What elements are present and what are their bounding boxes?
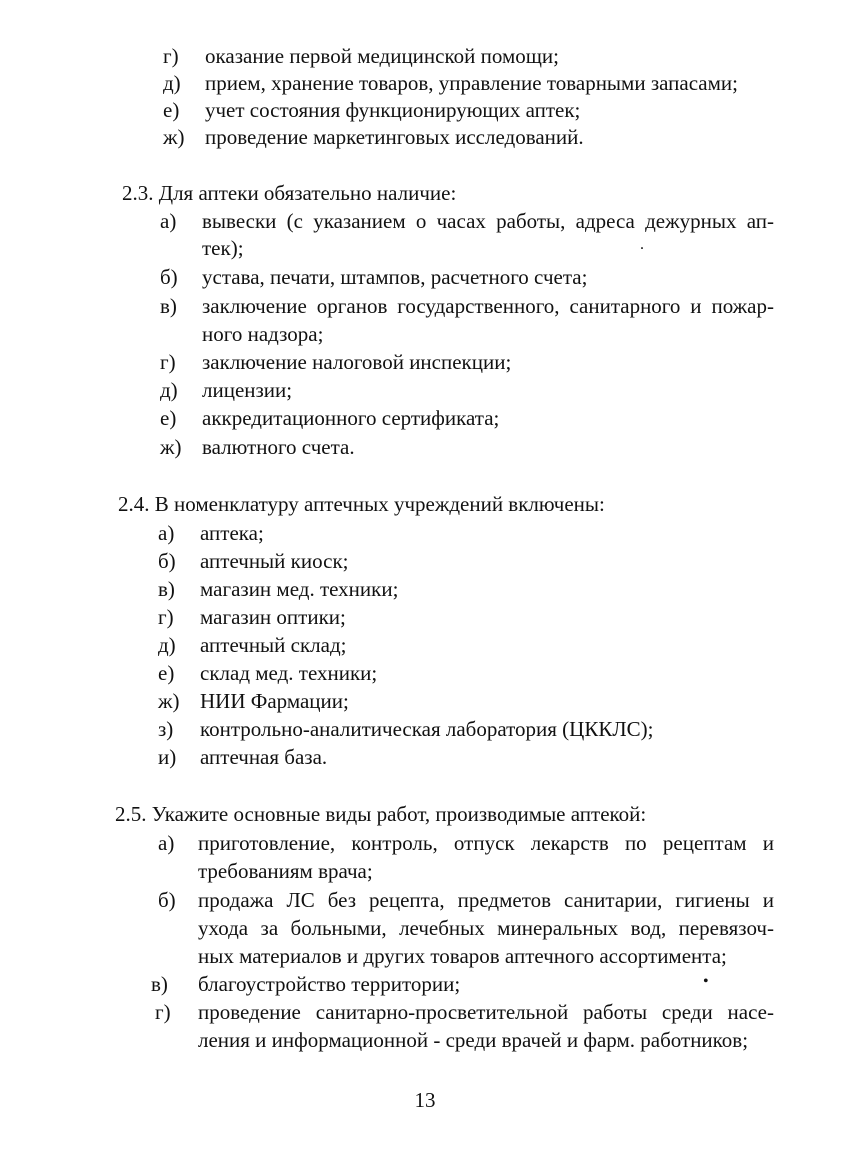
- item-text-continuation: ухода за больными, лечебных минеральных вод, перевязоч-: [198, 916, 774, 940]
- item-marker: г): [160, 350, 176, 374]
- question-heading: 2.3. Для аптеки обязательно наличие:: [122, 181, 457, 205]
- item-text-continuation: ного надзора;: [202, 322, 324, 346]
- item-text: лицензии;: [202, 378, 293, 402]
- list-item: [160, 293, 774, 319]
- item-marker: в): [151, 972, 168, 996]
- item-marker: г): [158, 605, 174, 629]
- list-item: [163, 43, 559, 69]
- item-marker: а): [158, 831, 175, 855]
- item-marker: в): [158, 577, 175, 601]
- item-marker: а): [158, 521, 175, 545]
- item-marker: б): [158, 549, 176, 573]
- item-text: заключение органов государственного, санитарного и пожар-: [202, 294, 774, 318]
- item-marker: ж): [160, 435, 182, 459]
- item-marker: е): [163, 98, 180, 122]
- item-text: контрольно-аналитическая лаборатория (ЦККЛС);: [200, 717, 654, 741]
- item-text: проведение маркетинговых исследований.: [205, 125, 584, 149]
- item-marker: е): [158, 661, 175, 685]
- list-item: [158, 716, 653, 742]
- list-item: [158, 887, 774, 913]
- list-item: [160, 405, 499, 431]
- list-item: [151, 971, 460, 997]
- item-marker: з): [158, 717, 174, 741]
- item-text: аптечная база.: [200, 745, 328, 769]
- list-item: [158, 632, 347, 658]
- item-text: оказание первой медицинской помощи;: [205, 44, 559, 68]
- item-text: продажа ЛС без рецепта, предметов санитарии, гигиены и: [198, 888, 774, 912]
- item-marker: е): [160, 406, 177, 430]
- list-item: [163, 124, 584, 150]
- item-text: магазин мед. техники;: [200, 577, 399, 601]
- stray-mark: •: [703, 973, 709, 990]
- item-marker: в): [160, 294, 177, 318]
- item-marker: и): [158, 745, 177, 769]
- item-text: учет состояния функционирующих аптек;: [205, 98, 581, 122]
- item-text-continuation: ных материалов и других товаров аптечного ассортимента;: [198, 944, 727, 968]
- item-text: аптечный киоск;: [200, 549, 349, 573]
- item-text: проведение санитарно-просветительной работы среди насе-: [198, 1000, 774, 1024]
- item-text: магазин оптики;: [200, 605, 346, 629]
- list-item: [158, 548, 348, 574]
- list-item: [163, 97, 580, 123]
- list-item: [160, 349, 511, 375]
- item-text: аккредитационного сертификата;: [202, 406, 500, 430]
- item-text: устава, печати, штампов, расчетного счета;: [202, 265, 588, 289]
- item-text: прием, хранение товаров, управление товарными запасами;: [205, 71, 738, 95]
- item-marker: г): [163, 44, 179, 68]
- item-marker: б): [158, 888, 176, 912]
- item-text: НИИ Фармации;: [200, 689, 349, 713]
- list-item: [160, 377, 292, 403]
- list-item: [158, 604, 346, 630]
- list-item: [158, 744, 327, 770]
- item-text: приготовление, контроль, отпуск лекарств по рецептам и: [198, 831, 774, 855]
- item-marker: ж): [158, 689, 180, 713]
- list-item: [158, 830, 774, 856]
- page-number: 13: [414, 1088, 436, 1112]
- item-marker: д): [163, 71, 181, 95]
- item-text: аптечный склад;: [200, 633, 347, 657]
- list-item: [163, 70, 738, 96]
- item-text-continuation: ления и информационной - среди врачей и фарм. работников;: [198, 1028, 749, 1052]
- list-item: [160, 208, 774, 234]
- list-item: [160, 264, 587, 290]
- item-text: аптека;: [200, 521, 264, 545]
- item-text-continuation: требованиям врача;: [198, 859, 373, 883]
- item-text: склад мед. техники;: [200, 661, 378, 685]
- list-item: [158, 688, 349, 714]
- list-item: [158, 576, 398, 602]
- item-text: заключение налоговой инспекции;: [202, 350, 512, 374]
- list-item: [158, 520, 264, 546]
- item-marker: д): [158, 633, 176, 657]
- item-text: валютного счета.: [202, 435, 355, 459]
- item-marker: г): [155, 1000, 171, 1024]
- item-marker: д): [160, 378, 178, 402]
- question-heading: 2.4. В номенклатуру аптечных учреждений включены:: [118, 492, 605, 516]
- list-item: [158, 660, 377, 686]
- item-marker: б): [160, 265, 178, 289]
- stray-mark: .: [640, 236, 644, 253]
- item-text: вывески (с указанием о часах работы, адреса дежурных ап-: [202, 209, 774, 233]
- question-heading: 2.5. Укажите основные виды работ, производимые аптекой:: [115, 802, 647, 826]
- list-item: [155, 999, 774, 1025]
- item-text-continuation: тек);: [202, 236, 244, 260]
- item-marker: а): [160, 209, 177, 233]
- list-item: [160, 434, 355, 460]
- item-marker: ж): [163, 125, 185, 149]
- item-text: благоустройство территории;: [198, 972, 461, 996]
